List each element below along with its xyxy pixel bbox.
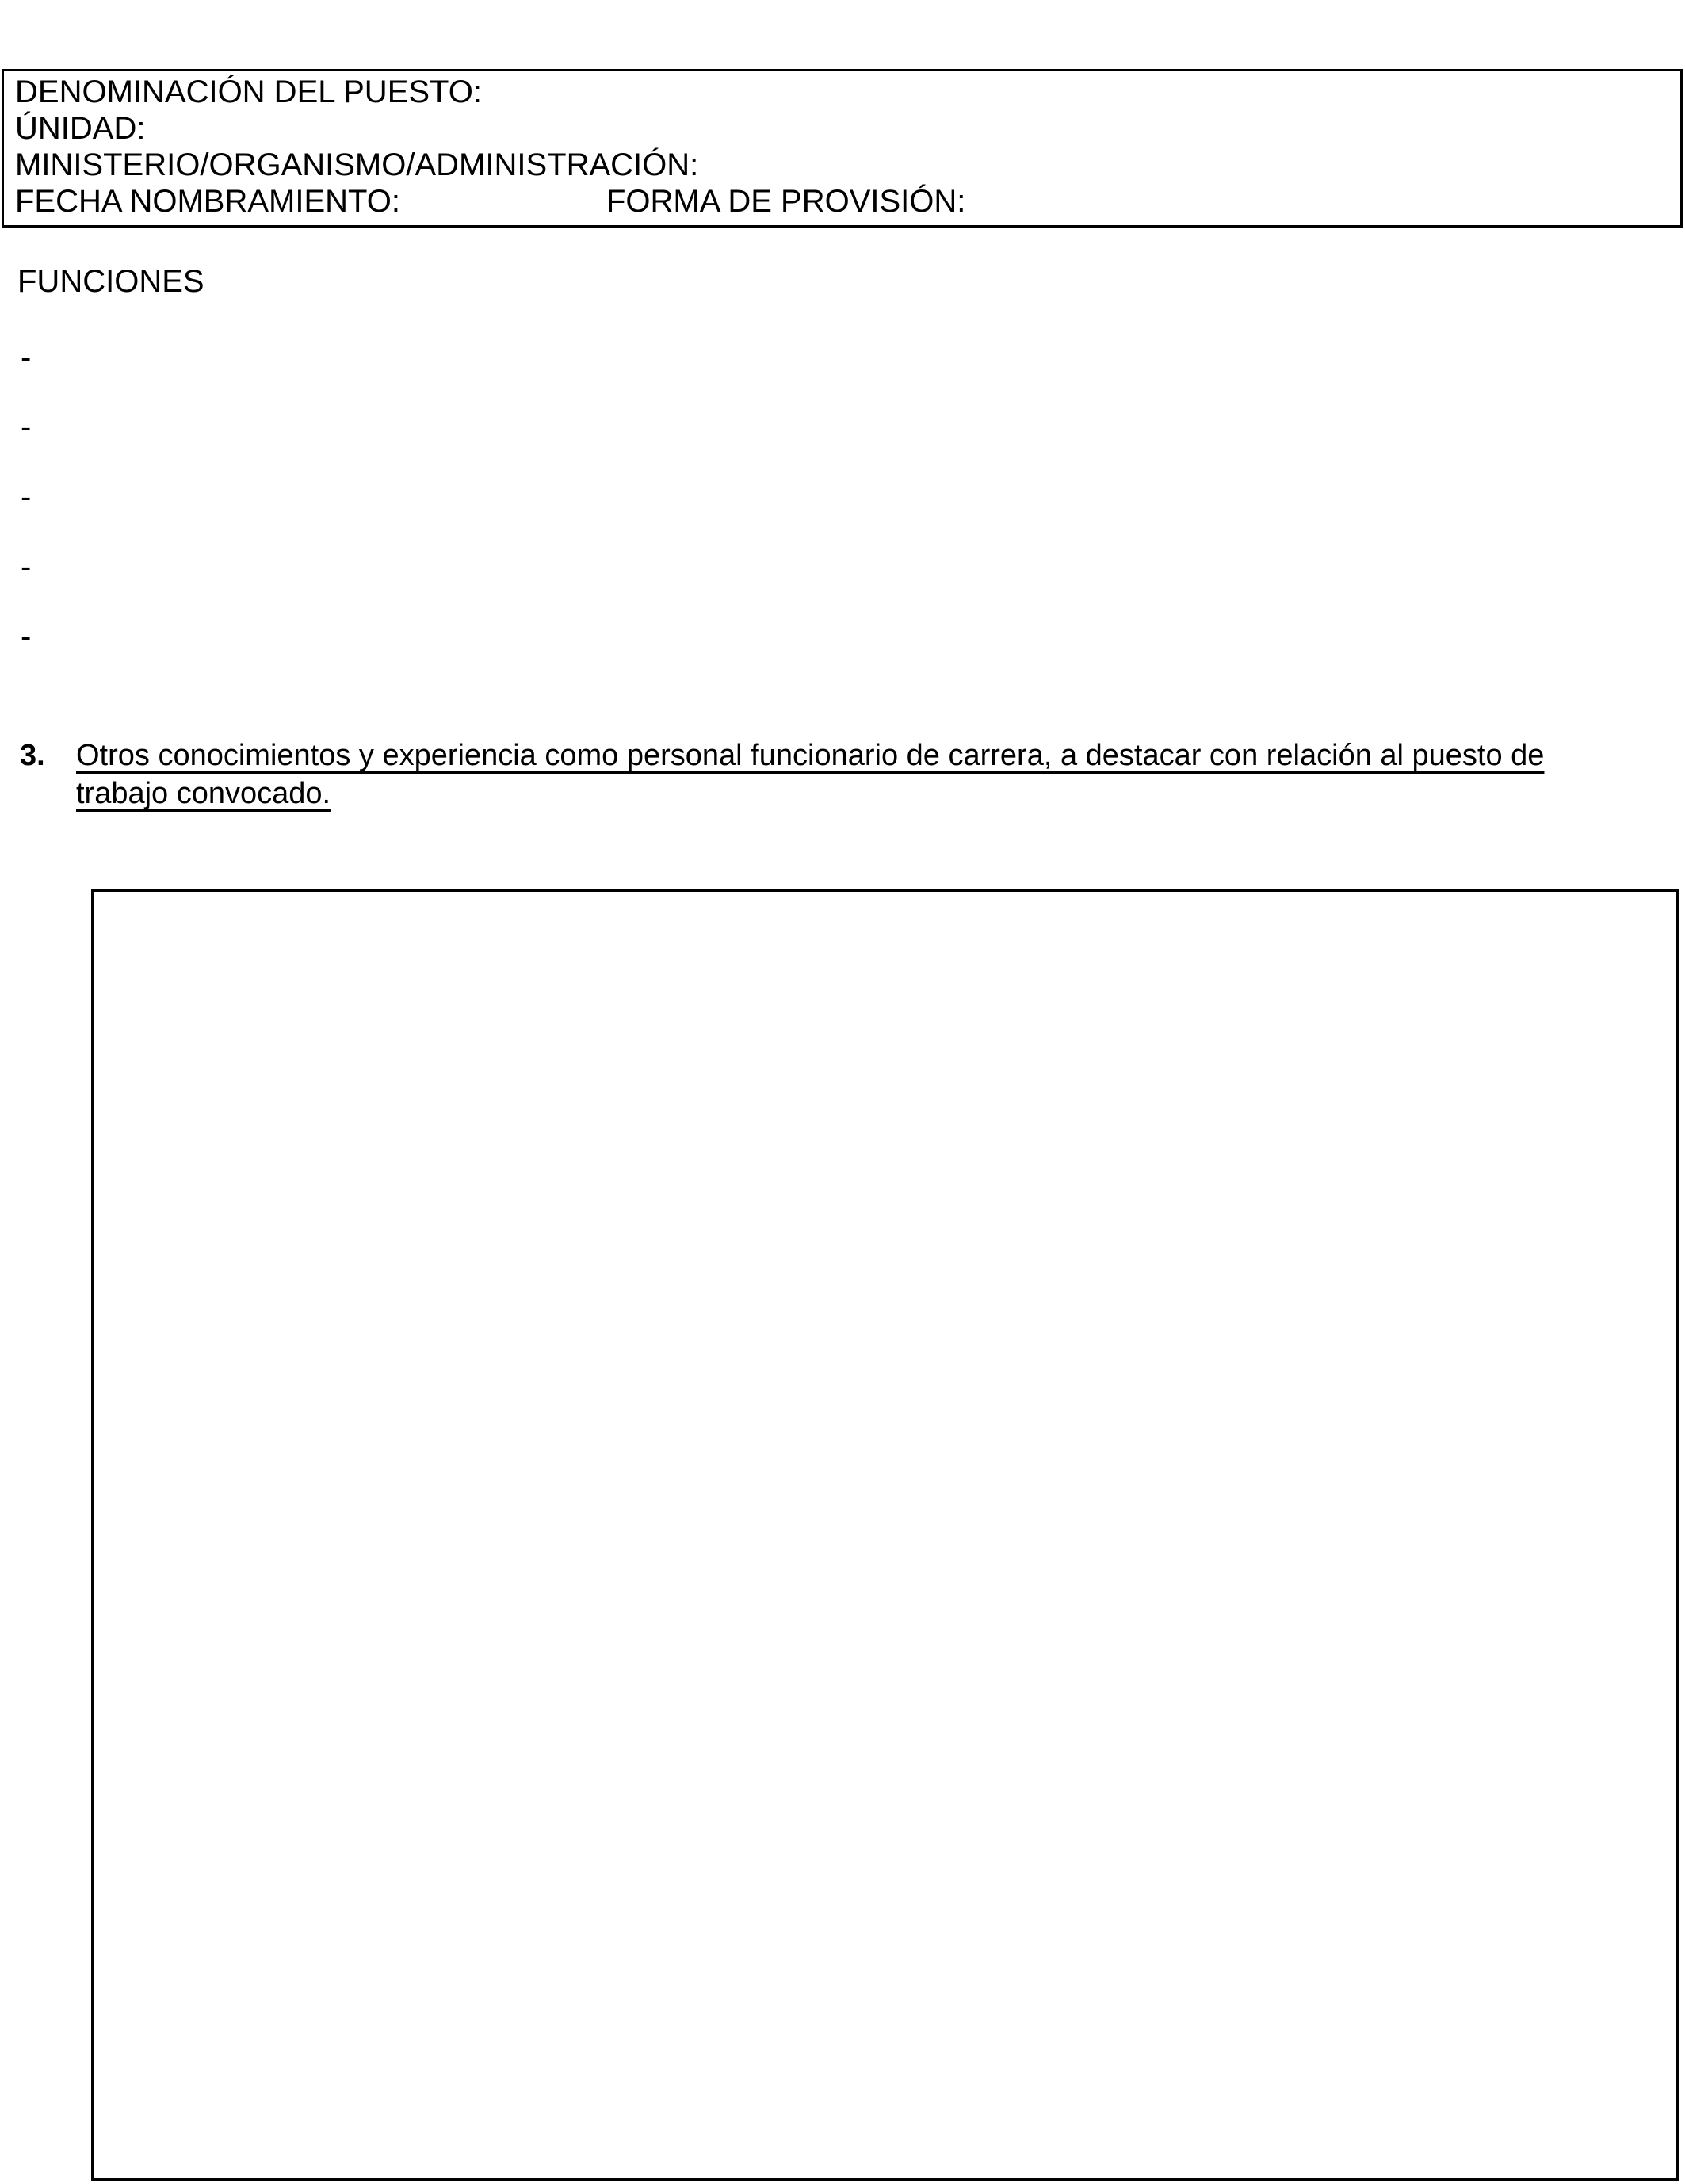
function-bullet-dash: - (21, 410, 32, 445)
position-details-box (2, 69, 1683, 228)
header-row-fecha-forma (15, 183, 1680, 220)
function-bullet-dash: - (21, 480, 32, 514)
section-3-number: 3. (20, 739, 45, 772)
section-3-answer-box[interactable] (91, 889, 1679, 2181)
field-ministerio-organismo-administracion-label: MINISTERIO/ORGANISMO/ADMINISTRACIÓN: (15, 147, 699, 182)
field-forma-de-provision-label: FORMA DE PROVISIÓN: (606, 184, 966, 219)
function-bullet-dash: - (21, 549, 32, 584)
field-unidad-label: ÚNIDAD: (15, 111, 146, 146)
section-3-title-line1: Otros conocimientos y experiencia como personal funcionario de carrera, a destacar con relación al puesto de (76, 739, 1545, 772)
section-3 (20, 736, 1544, 813)
funciones-heading: FUNCIONES (17, 264, 204, 299)
field-denominacion-del-puesto-label: DENOMINACIÓN DEL PUESTO: (15, 75, 482, 109)
field-fecha-nombramiento-label: FECHA NOMBRAMIENTO: (15, 184, 400, 219)
function-bullet-dash: - (21, 340, 32, 375)
section-3-title (76, 736, 1544, 813)
section-3-title-line2: trabajo convocado. (76, 777, 331, 810)
function-bullet-dash: - (21, 619, 32, 654)
